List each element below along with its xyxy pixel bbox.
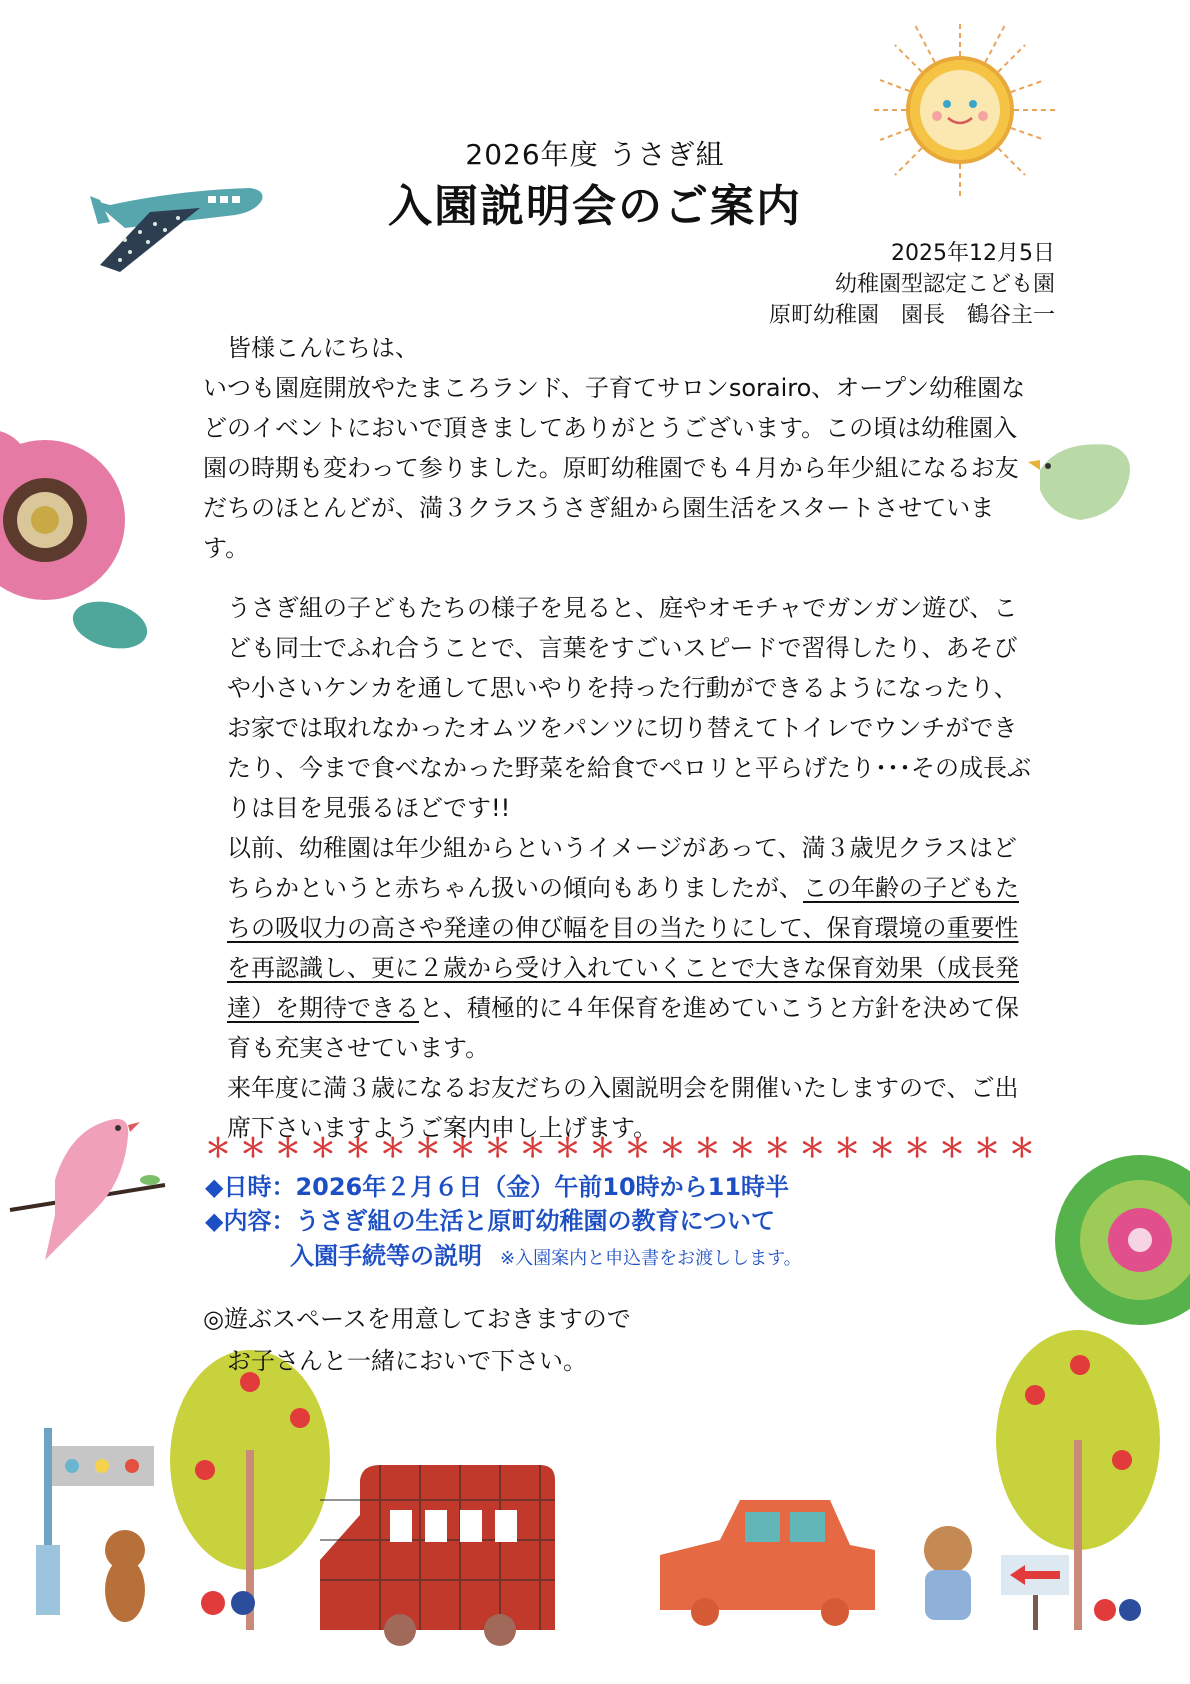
dog-icon <box>105 1530 145 1622</box>
green-flower-icon <box>1055 1155 1190 1325</box>
bear-icon <box>924 1526 972 1620</box>
school-type: 幼稚園型認定こども園 <box>834 272 1055 297</box>
event-datetime: ◆日時：2026年２月６日（金）午前10時から11時半 <box>205 1173 790 1201</box>
arrow-sign-icon <box>1001 1555 1069 1630</box>
event-content-line2 <box>290 1236 802 1271</box>
procedure-explanation: 入園手続等の説明 <box>290 1242 482 1270</box>
car-icon <box>660 1500 875 1626</box>
closing-line-1: ◎遊ぶスペースを用意しておきますので <box>203 1305 631 1333</box>
paragraph-1: いつも園庭開放やたまころランド、子育てサロンsorairo、オープン幼稚園などのイベントにおいで頂きましてありがとうございます。この頃は幼稚園入園の時期も変わって参りました。原町幼稚園でも４月から年少組になるお友だちのほとんどが、満３クラスうさぎ組から園生活をスタートさせています。 <box>203 374 1026 562</box>
issue-date: 2025年12月5日 <box>891 241 1055 266</box>
pink-bird-icon <box>10 1119 165 1260</box>
paragraph-3-end: と、積極的に４年保育を進めていこうと方針を決めて保育も充実させています。 <box>227 994 1019 1062</box>
paragraph-2: うさぎ組の子どもたちの様子を見ると、庭やオモチャでガンガン遊び、こども同士でふれ合うことで、言葉をすごいスピードで習得したり、あそびや小さいケンカを通して思いやりを持った行動ができるようになったり、お家では取れなかったオムツをパンツに切り替えてトイレでウンチができたり、今まで食べなかった野菜を給食でペロリと平らげたり･･･その成長ぶりは目を見張るほどです!! <box>227 594 1031 822</box>
star-separator: ＊ ＊ ＊ ＊ ＊ ＊ ＊ ＊ ＊ ＊ ＊ ＊ ＊ ＊ ＊ ＊ ＊ ＊ ＊ ＊ ＊ ＊ ＊ ＊ <box>205 1134 1035 1164</box>
tree-icon <box>170 1350 330 1630</box>
bus-icon <box>320 1465 555 1646</box>
paragraph-3-underlined: この年齢の子どもたちの吸収力の高さや発達の伸び幅を目の当たりにして、保育環境の重要性を再認識し、更に２歳から受け入れていくことで大きな保育効果（成長発達）を期待できる <box>227 874 1019 1022</box>
handout-note: ※入園案内と申込書をお渡しします。 <box>500 1248 802 1269</box>
principal-signature: 原町幼稚園 園長 鶴谷主一 <box>768 303 1055 328</box>
closing-line-2: お子さんと一緒においで下さい。 <box>227 1347 587 1375</box>
event-subtitle: 2026年度 うさぎ組 <box>465 138 725 171</box>
flower-icon <box>0 430 125 600</box>
leaf-icon <box>68 594 153 656</box>
event-content: ◆内容：うさぎ組の生活と原町幼稚園の教育について <box>205 1207 775 1235</box>
letter-body <box>203 328 1033 1148</box>
paragraph-3 <box>203 828 1033 1068</box>
bird-icon <box>1028 444 1130 520</box>
greeting: 皆様こんにちは、 <box>227 334 419 362</box>
paragraph-4: 来年度に満３歳になるお友だちの入園説明会を開催いたしますので、ご出席下さいますようご案内申し上げます。 <box>227 1074 1019 1142</box>
paragraph-3-start: 以前、幼稚園は年少組からというイメージがあって、満３歳児クラスはどちらかというと赤ちゃん扱いの傾向もありましたが、 <box>227 834 1017 902</box>
page-title: 入園説明会のご案内 <box>388 181 802 232</box>
